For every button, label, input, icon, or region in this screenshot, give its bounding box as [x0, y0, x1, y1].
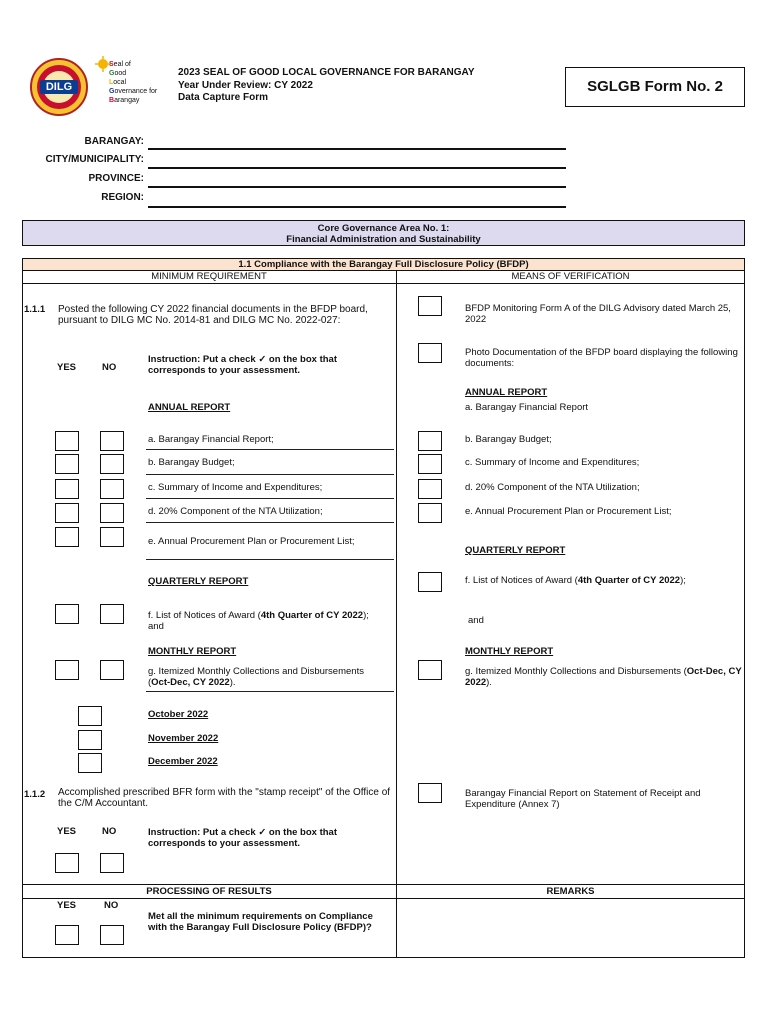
- results-yes-label: YES: [57, 900, 77, 911]
- requirement-text-111: Posted the following CY 2022 financial documents in the BFDP board, pursuant to DILG MC No. 2014-81 and DILG MC No. 2022-027:: [58, 304, 368, 326]
- results-question: Met all the minimum requirements on Compliance with the Barangay Full Disclosure Policy (BFDP)?: [148, 911, 373, 933]
- yes-label: YES: [57, 362, 77, 373]
- requirement-number-111: 1.1.1: [24, 304, 46, 315]
- instruction-text-112: Instruction: Put a check ✓ on the box that corresponds to your assessment.: [148, 827, 338, 849]
- right-item-d: d. 20% Component of the NTA Utilization;: [465, 482, 640, 493]
- right-item-f-bold: 4th Quarter of CY 2022: [577, 575, 681, 586]
- seal-initial: L: [109, 79, 114, 86]
- processing-results-header: PROCESSING OF RESULTS: [146, 886, 272, 897]
- form-number: SGLGB Form No. 2: [587, 78, 723, 95]
- results-divider: [23, 898, 744, 899]
- yes-checkbox-a[interactable]: [55, 431, 79, 451]
- right-item-g-pre: g. Itemized Monthly Collections and Disbursements (: [465, 666, 687, 677]
- mov-checkbox-d[interactable]: [418, 479, 442, 499]
- remarks-field[interactable]: [398, 900, 743, 956]
- remarks-header: REMARKS: [546, 886, 595, 897]
- mov-checkbox-b[interactable]: [418, 431, 442, 451]
- mov-text-1: BFDP Monitoring Form A of the DILG Advisory dated March 25, 2022: [465, 303, 731, 325]
- left-item-f-pre: f. List of Notices of Award (: [148, 610, 261, 621]
- no-checkbox-e[interactable]: [100, 527, 124, 547]
- seal-logo: [95, 56, 165, 116]
- left-item-g-pre: g. Itemized Monthly Collections and Disbursements (: [148, 666, 364, 688]
- no-checkbox-f[interactable]: [100, 604, 124, 624]
- item-line: [146, 474, 394, 475]
- yes-checkbox-112[interactable]: [55, 853, 79, 873]
- province-label: PROVINCE:: [88, 173, 144, 184]
- right-item-e: e. Annual Procurement Plan or Procurement List;: [465, 506, 672, 517]
- yes-checkbox-c[interactable]: [55, 479, 79, 499]
- no-checkbox-g[interactable]: [100, 660, 124, 680]
- barangay-field[interactable]: [148, 148, 566, 150]
- seal-line: eal of: [113, 61, 131, 68]
- right-annual-report-heading: ANNUAL REPORT: [465, 387, 548, 398]
- month-dec: December 2022: [148, 756, 218, 767]
- mov-text-112: Barangay Financial Report on Statement of Receipt and Expenditure (Annex 7): [465, 788, 701, 810]
- instruction-text: Instruction: Put a check ✓ on the box that corresponds to your assessment.: [148, 354, 338, 376]
- results-divider-top: [23, 884, 744, 885]
- seal-line: ood: [114, 70, 127, 77]
- item-line: [146, 691, 394, 692]
- right-item-g-bold: Oct-Dec, CY 2022: [465, 666, 742, 688]
- form-title: [178, 67, 475, 105]
- form-title-line3: Data Capture Form: [178, 92, 269, 103]
- mov-checkbox-112[interactable]: [418, 783, 442, 803]
- no-label-112: NO: [102, 826, 117, 837]
- no-label: NO: [102, 362, 117, 373]
- yes-checkbox-b[interactable]: [55, 454, 79, 474]
- governance-area-banner: [22, 220, 745, 246]
- province-field[interactable]: [148, 186, 566, 188]
- results-no-label: NO: [104, 900, 119, 911]
- left-item-g-bold: Oct-Dec, CY 2022: [151, 677, 230, 688]
- seal-line: arangay: [114, 97, 140, 104]
- mov-checkbox-g[interactable]: [418, 660, 442, 680]
- requirement-number-112: 1.1.2: [24, 789, 46, 800]
- left-item-f-bold: 4th Quarter of CY 2022: [260, 610, 364, 621]
- no-checkbox-b[interactable]: [100, 454, 124, 474]
- column-divider: [396, 271, 397, 957]
- form-title-line1: 2023 SEAL OF GOOD LOCAL GOVERNANCE FOR BARANGAY: [178, 67, 475, 78]
- yes-label-112: YES: [57, 826, 77, 837]
- item-line: [146, 559, 394, 560]
- form-number-box: [565, 67, 745, 107]
- yes-checkbox-d[interactable]: [55, 503, 79, 523]
- monthly-report-heading: MONTHLY REPORT: [148, 646, 237, 657]
- annual-report-heading: ANNUAL REPORT: [148, 402, 231, 413]
- region-field[interactable]: [148, 206, 566, 208]
- dilg-logo-text: DILG: [45, 81, 73, 93]
- seal-line: overnance for: [114, 88, 158, 95]
- dilg-logo: [28, 58, 90, 116]
- results-no-checkbox[interactable]: [100, 925, 124, 945]
- seal-initial: G: [109, 70, 115, 77]
- col-header-right: MEANS OF VERIFICATION: [511, 271, 630, 282]
- requirement-text-112: Accomplished prescribed BFR form with the "stamp receipt" of the Office of the C/M Accountant.: [58, 787, 391, 809]
- right-item-f: [465, 575, 743, 586]
- left-item-f-post: ); and: [148, 610, 369, 632]
- city-label: CITY/MUNICIPALITY:: [45, 154, 144, 165]
- right-item-g: [465, 666, 743, 688]
- city-field[interactable]: [148, 167, 566, 169]
- left-item-g: [148, 666, 388, 688]
- right-monthly-report-heading: MONTHLY REPORT: [465, 646, 554, 657]
- governance-area-line2: Financial Administration and Sustainability: [286, 234, 481, 245]
- seal-initial: S: [109, 61, 114, 68]
- section-title: 1.1 Compliance with the Barangay Full Disclosure Policy (BFDP): [23, 259, 744, 271]
- yes-checkbox-f[interactable]: [55, 604, 79, 624]
- right-quarterly-report-heading: QUARTERLY REPORT: [465, 545, 566, 556]
- left-item-d: d. 20% Component of the NTA Utilization;: [148, 506, 323, 517]
- left-item-a: a. Barangay Financial Report;: [148, 434, 274, 445]
- left-item-f: [148, 610, 378, 632]
- mov-checkbox-e[interactable]: [418, 503, 442, 523]
- mov-checkbox-f[interactable]: [418, 572, 442, 592]
- right-item-f-pre: f. List of Notices of Award (: [465, 575, 578, 586]
- barangay-label: BARANGAY:: [84, 136, 144, 147]
- item-line: [146, 522, 394, 523]
- right-item-f-post: );: [680, 575, 686, 586]
- month-checkbox-oct[interactable]: [78, 706, 102, 726]
- seal-initial: B: [109, 97, 115, 104]
- mov-text-2: Photo Documentation of the BFDP board displaying the following documents:: [465, 347, 738, 369]
- right-and-text: and: [468, 615, 484, 626]
- quarterly-report-heading: QUARTERLY REPORT: [148, 576, 249, 587]
- month-nov: November 2022: [148, 733, 219, 744]
- col-header-left: MINIMUM REQUIREMENT: [151, 271, 267, 282]
- month-checkbox-nov[interactable]: [78, 730, 102, 750]
- month-oct: October 2022: [148, 709, 209, 720]
- seal-initial: G: [109, 88, 115, 95]
- left-item-g-post: ).: [229, 677, 236, 688]
- right-item-b: b. Barangay Budget;: [465, 434, 552, 445]
- item-line: [146, 449, 394, 450]
- yes-checkbox-g[interactable]: [55, 660, 79, 680]
- no-checkbox-a[interactable]: [100, 431, 124, 451]
- left-item-e: e. Annual Procurement Plan or Procurement List;: [148, 536, 355, 547]
- no-checkbox-d[interactable]: [100, 503, 124, 523]
- right-item-g-post: ).: [486, 677, 492, 688]
- left-item-b: b. Barangay Budget;: [148, 457, 235, 468]
- mov-checkbox-2[interactable]: [418, 343, 442, 363]
- left-item-c: c. Summary of Income and Expenditures;: [148, 482, 323, 493]
- mov-checkbox-c[interactable]: [418, 454, 442, 474]
- month-checkbox-dec[interactable]: [78, 753, 102, 773]
- results-yes-checkbox[interactable]: [55, 925, 79, 945]
- form-title-line2: Year Under Review: CY 2022: [178, 79, 313, 91]
- region-label: REGION:: [101, 192, 144, 203]
- header-divider: [23, 283, 744, 284]
- no-checkbox-c[interactable]: [100, 479, 124, 499]
- seal-line: ocal: [113, 79, 127, 86]
- no-checkbox-112[interactable]: [100, 853, 124, 873]
- right-item-c: c. Summary of Income and Expenditures;: [465, 457, 640, 468]
- item-line: [146, 498, 394, 499]
- mov-checkbox-1[interactable]: [418, 296, 442, 316]
- right-item-a: a. Barangay Financial Report: [465, 402, 589, 413]
- yes-checkbox-e[interactable]: [55, 527, 79, 547]
- governance-area-line1: Core Governance Area No. 1:: [317, 223, 450, 234]
